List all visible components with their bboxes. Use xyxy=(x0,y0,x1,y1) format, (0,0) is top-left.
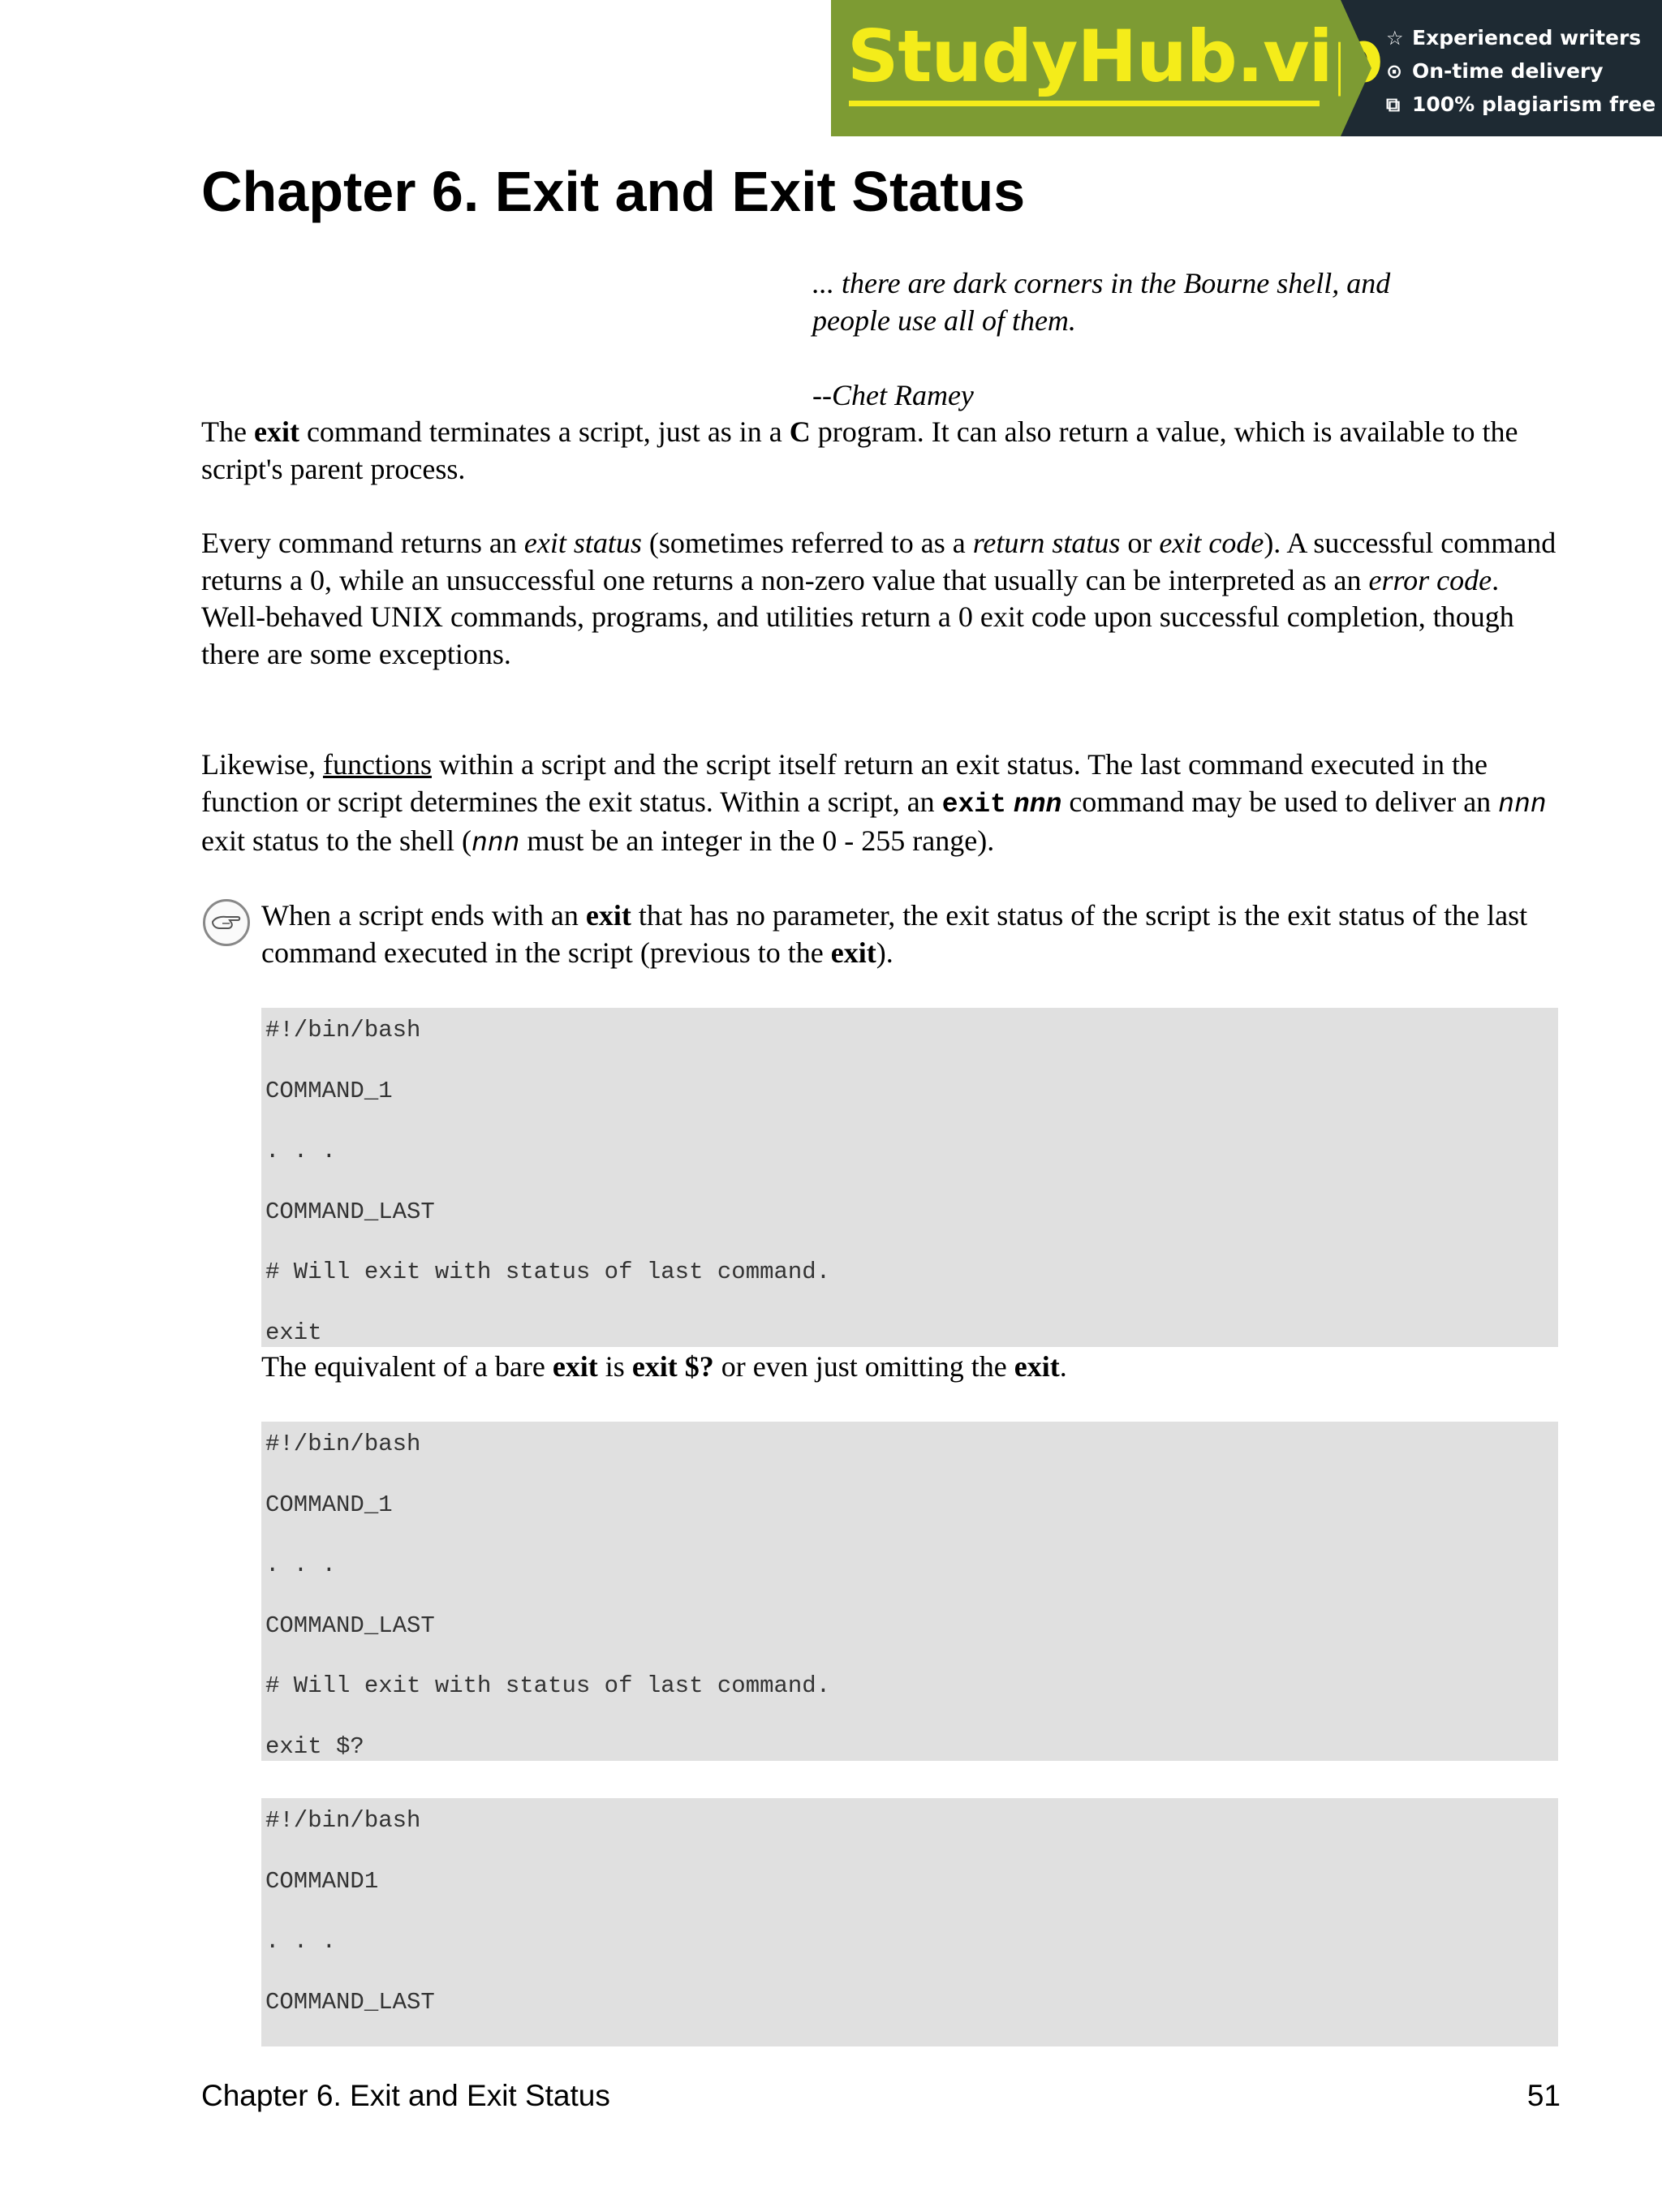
note-icon xyxy=(203,899,250,946)
text: Likewise, xyxy=(201,748,323,781)
studyhub-banner[interactable] xyxy=(831,0,1662,136)
text: When a script ends with an xyxy=(261,899,586,932)
text: . xyxy=(1059,1350,1067,1383)
functions-link[interactable]: functions xyxy=(322,748,432,781)
logo-underline xyxy=(849,101,1320,106)
text: Every command returns an xyxy=(201,527,524,559)
code-line: exit $? xyxy=(265,1732,364,1760)
code-block xyxy=(261,1008,1558,1347)
paragraph-exit-command xyxy=(201,414,1565,488)
logo-text: StudyHub.vip xyxy=(847,15,1383,98)
clock-icon: ⊙ xyxy=(1386,59,1403,83)
epigraph-attribution: --Chet Ramey xyxy=(812,379,974,411)
code-block xyxy=(261,1798,1558,2046)
code-line: COMMAND_1 xyxy=(265,1491,393,1518)
pointing-hand-icon xyxy=(210,910,243,935)
text: command may be used to deliver an xyxy=(1061,785,1499,818)
keyword-exit: exit xyxy=(1014,1350,1060,1383)
term: exit status xyxy=(523,527,642,559)
epigraph-line: ... there are dark corners in the Bourne shell, and xyxy=(812,267,1391,299)
code-line: COMMAND_LAST xyxy=(265,1612,435,1639)
keyword-c: C xyxy=(789,415,811,448)
text: (sometimes referred to as a xyxy=(641,527,973,559)
term: return status xyxy=(972,527,1121,559)
code-block xyxy=(261,1422,1558,1761)
text: must be an integer in the 0 - 255 range). xyxy=(519,824,995,857)
text: is xyxy=(597,1350,632,1383)
code-exit: exit xyxy=(941,789,1006,820)
code-line: COMMAND_LAST xyxy=(265,1198,435,1225)
feature-plagiarism-free xyxy=(1386,88,1662,121)
paragraph-functions xyxy=(201,747,1565,863)
text: or even just omitting the xyxy=(713,1350,1014,1383)
studyhub-logo[interactable] xyxy=(831,0,1383,136)
code-line: exit xyxy=(265,1319,322,1346)
term: exit code xyxy=(1159,527,1264,559)
code-nnn: nnn xyxy=(1498,789,1547,820)
text: ). xyxy=(876,936,893,969)
feature-label: On-time delivery xyxy=(1412,59,1604,83)
code-line: COMMAND_1 xyxy=(265,1077,393,1104)
text: ). A successful command returns a 0, while an unsuccessful one returns a non-zero value that usually can be interpreted as an xyxy=(201,527,1557,596)
keyword-exit: exit xyxy=(253,415,299,448)
text: within a script and the script itself return an exit status. The last command executed in the function or script determines the exit status. Within a script, an xyxy=(201,748,1488,818)
banner-arrow xyxy=(1341,0,1371,136)
note-text xyxy=(261,897,1560,971)
epigraph-line: people use all of them. xyxy=(812,304,1076,337)
text: exit status to the shell ( xyxy=(201,824,471,857)
code-line: COMMAND1 xyxy=(265,1867,379,1895)
epigraph xyxy=(812,265,1478,414)
text: The xyxy=(201,415,254,448)
document-copy-icon: ⧉ xyxy=(1386,93,1401,116)
code-line: . . . xyxy=(265,1138,337,1164)
keyword-exit: exit xyxy=(552,1350,598,1383)
code-line: #!/bin/bash xyxy=(265,1431,421,1457)
text: program. It can also return a value, which is available to the script's parent process. xyxy=(201,415,1518,485)
code-line: . . . xyxy=(265,1551,337,1578)
code-line: #!/bin/bash xyxy=(265,1017,421,1044)
banner-features xyxy=(1341,0,1662,136)
feature-experienced-writers xyxy=(1386,21,1662,54)
page-number: 51 xyxy=(1526,2079,1561,2112)
code-line: COMMAND_LAST xyxy=(265,1988,435,2016)
code-nnn: nnn xyxy=(1013,789,1062,820)
keyword-exit: exit xyxy=(585,899,631,932)
star-icon: ☆ xyxy=(1386,26,1404,49)
text: or xyxy=(1120,527,1160,559)
text: command terminates a script, just as in a xyxy=(299,415,790,448)
text: that has no parameter, the exit status of the script is the exit status of the last command executed in the script (previous to the xyxy=(261,899,1528,969)
code-line: #!/bin/bash xyxy=(265,1807,421,1834)
text: . Well-behaved UNIX commands, programs, and utilities return a 0 exit code upon successful completion, though there are some exceptions. xyxy=(201,563,1514,670)
code-line: # Will exit with status of last command. xyxy=(265,1672,831,1699)
footer-chapter: Chapter 6. Exit and Exit Status xyxy=(201,2079,610,2112)
feature-on-time-delivery xyxy=(1386,54,1662,88)
keyword-exit-status: exit $? xyxy=(631,1350,714,1383)
term: error code xyxy=(1368,563,1492,596)
code-line: . . . xyxy=(265,1928,337,1955)
paragraph-exit-status xyxy=(201,525,1565,673)
chapter-title: Chapter 6. Exit and Exit Status xyxy=(201,160,1026,223)
keyword-exit: exit xyxy=(830,936,876,969)
equivalent-text xyxy=(261,1349,1560,1386)
code-nnn: nnn xyxy=(471,828,520,859)
text: The equivalent of a bare xyxy=(261,1350,553,1383)
feature-label: 100% plagiarism free xyxy=(1412,93,1656,116)
feature-label: Experienced writers xyxy=(1412,26,1642,49)
code-line: # Will exit with status of last command. xyxy=(265,1259,831,1285)
